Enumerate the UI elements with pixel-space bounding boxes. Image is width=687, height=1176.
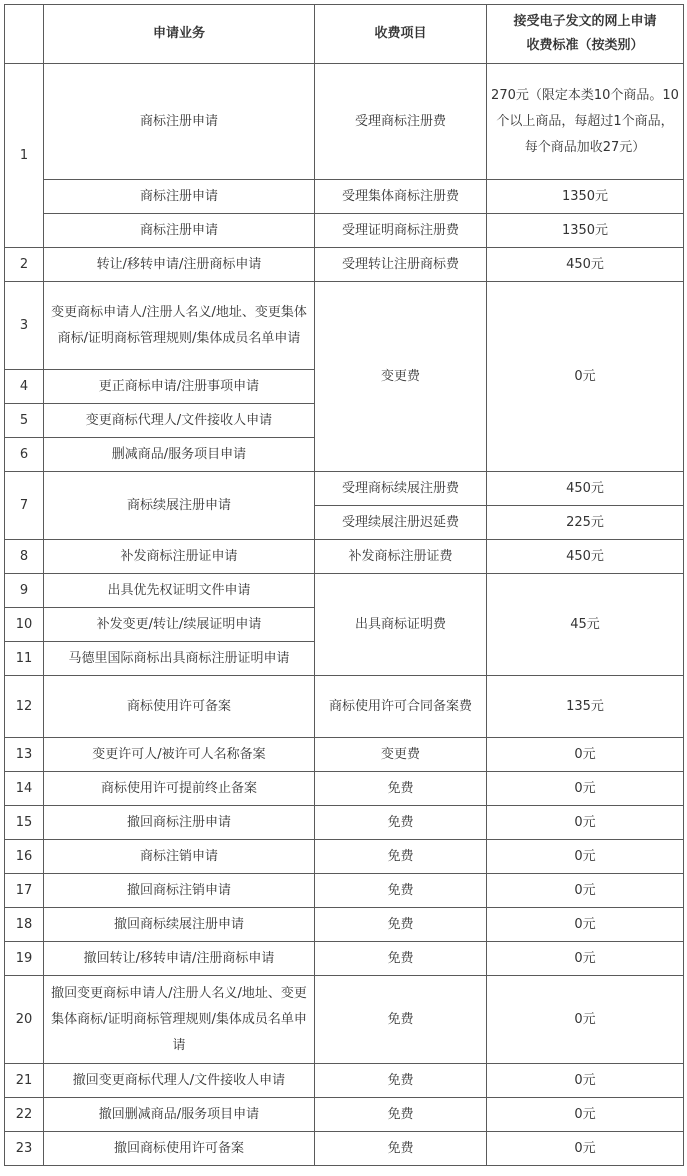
row-number: 8 — [5, 540, 44, 574]
table-row — [5, 214, 684, 248]
row-number: 12 — [5, 676, 44, 738]
row-number: 3 — [5, 282, 44, 370]
row-number: 22 — [5, 1098, 44, 1132]
table-row — [5, 806, 684, 840]
header-item: 收费项目 — [315, 5, 487, 64]
fee-cell: 450元 — [487, 248, 684, 282]
fee-cell: 0元 — [487, 908, 684, 942]
fee-item-cell: 商标使用许可合同备案费 — [315, 676, 487, 738]
fee-cell: 225元 — [487, 506, 684, 540]
business-cell: 撤回商标注销申请 — [44, 874, 315, 908]
business-cell: 转让/移转申请/注册商标申请 — [44, 248, 315, 282]
table-row — [5, 908, 684, 942]
table-row — [5, 840, 684, 874]
business-cell: 撤回商标使用许可备案 — [44, 1132, 315, 1166]
fee-item-cell: 免费 — [315, 1132, 487, 1166]
row-number: 18 — [5, 908, 44, 942]
row-number: 19 — [5, 942, 44, 976]
table-row — [5, 64, 684, 180]
header-fee — [487, 5, 684, 64]
row-number: 13 — [5, 738, 44, 772]
table-row — [5, 180, 684, 214]
fee-cell: 270元（限定本类10个商品。10个以上商品，每超过1个商品，每个商品加收27元） — [487, 64, 684, 180]
row-number: 20 — [5, 976, 44, 1064]
fee-item-cell: 免费 — [315, 1064, 487, 1098]
fee-item-cell: 变更费 — [315, 738, 487, 772]
row-number: 16 — [5, 840, 44, 874]
business-cell: 撤回变更商标申请人/注册人名义/地址、变更集体商标/证明商标管理规则/集体成员名单申请 — [44, 976, 315, 1064]
fee-cell: 1350元 — [487, 214, 684, 248]
table-row — [5, 1098, 684, 1132]
fee-item-cell: 补发商标注册证费 — [315, 540, 487, 574]
table-row — [5, 472, 684, 506]
business-cell: 马德里国际商标出具商标注册证明申请 — [44, 642, 315, 676]
fee-item-cell: 免费 — [315, 942, 487, 976]
fee-item-cell: 免费 — [315, 806, 487, 840]
fee-cell: 0元 — [487, 282, 684, 472]
fee-item-cell: 免费 — [315, 840, 487, 874]
fee-item-cell: 免费 — [315, 908, 487, 942]
fee-item-cell: 免费 — [315, 874, 487, 908]
table-row — [5, 574, 684, 608]
row-number: 21 — [5, 1064, 44, 1098]
header-fee-line2: 收费标准（按类别） — [526, 38, 644, 53]
fee-cell: 450元 — [487, 540, 684, 574]
business-cell: 撤回商标续展注册申请 — [44, 908, 315, 942]
table-row — [5, 976, 684, 1064]
fee-item-cell: 受理集体商标注册费 — [315, 180, 487, 214]
business-cell: 商标使用许可提前终止备案 — [44, 772, 315, 806]
header-no — [5, 5, 44, 64]
business-cell: 商标使用许可备案 — [44, 676, 315, 738]
row-number: 10 — [5, 608, 44, 642]
fee-item-cell: 受理续展注册迟延费 — [315, 506, 487, 540]
fee-item-cell: 受理转让注册商标费 — [315, 248, 487, 282]
business-cell: 商标注册申请 — [44, 214, 315, 248]
fee-cell: 0元 — [487, 772, 684, 806]
business-cell: 撤回变更商标代理人/文件接收人申请 — [44, 1064, 315, 1098]
table-row — [5, 942, 684, 976]
fee-cell: 45元 — [487, 574, 684, 676]
business-cell: 出具优先权证明文件申请 — [44, 574, 315, 608]
row-number: 5 — [5, 404, 44, 438]
business-cell: 商标续展注册申请 — [44, 472, 315, 540]
row-number: 9 — [5, 574, 44, 608]
row-number: 1 — [5, 64, 44, 248]
table-row — [5, 1132, 684, 1166]
row-number: 7 — [5, 472, 44, 540]
header-fee-line1: 接受电子发文的网上申请 — [513, 14, 657, 29]
business-cell: 补发变更/转让/续展证明申请 — [44, 608, 315, 642]
header-row — [5, 5, 684, 64]
business-cell: 变更许可人/被许可人名称备案 — [44, 738, 315, 772]
row-number: 23 — [5, 1132, 44, 1166]
fee-cell: 450元 — [487, 472, 684, 506]
business-cell: 更正商标申请/注册事项申请 — [44, 370, 315, 404]
row-number: 15 — [5, 806, 44, 840]
table-row — [5, 1064, 684, 1098]
table-row — [5, 738, 684, 772]
fee-cell: 0元 — [487, 806, 684, 840]
table-row — [5, 772, 684, 806]
fee-cell: 0元 — [487, 976, 684, 1064]
row-number: 4 — [5, 370, 44, 404]
business-cell: 撤回转让/移转申请/注册商标申请 — [44, 942, 315, 976]
fee-item-cell: 受理证明商标注册费 — [315, 214, 487, 248]
row-number: 11 — [5, 642, 44, 676]
row-number: 2 — [5, 248, 44, 282]
business-cell: 补发商标注册证申请 — [44, 540, 315, 574]
fee-cell: 0元 — [487, 942, 684, 976]
business-cell: 商标注册申请 — [44, 64, 315, 180]
fee-cell: 0元 — [487, 738, 684, 772]
table-row — [5, 874, 684, 908]
business-cell: 删减商品/服务项目申请 — [44, 438, 315, 472]
business-cell: 变更商标代理人/文件接收人申请 — [44, 404, 315, 438]
row-number: 17 — [5, 874, 44, 908]
fee-cell: 0元 — [487, 1064, 684, 1098]
fee-item-cell: 免费 — [315, 976, 487, 1064]
table-row — [5, 282, 684, 370]
fee-item-cell: 出具商标证明费 — [315, 574, 487, 676]
fee-item-cell: 受理商标注册费 — [315, 64, 487, 180]
header-business: 申请业务 — [44, 5, 315, 64]
fee-cell: 0元 — [487, 1098, 684, 1132]
fee-cell: 0元 — [487, 1132, 684, 1166]
business-cell: 撤回商标注册申请 — [44, 806, 315, 840]
fee-table — [4, 4, 684, 1166]
fee-item-cell: 免费 — [315, 772, 487, 806]
business-cell: 撤回删减商品/服务项目申请 — [44, 1098, 315, 1132]
fee-cell: 135元 — [487, 676, 684, 738]
fee-cell: 0元 — [487, 874, 684, 908]
table-row — [5, 676, 684, 738]
row-number: 14 — [5, 772, 44, 806]
business-cell: 商标注销申请 — [44, 840, 315, 874]
table-row — [5, 540, 684, 574]
business-cell: 变更商标申请人/注册人名义/地址、变更集体商标/证明商标管理规则/集体成员名单申请 — [44, 282, 315, 370]
fee-item-cell: 免费 — [315, 1098, 487, 1132]
fee-item-cell: 变更费 — [315, 282, 487, 472]
fee-cell: 0元 — [487, 840, 684, 874]
fee-item-cell: 受理商标续展注册费 — [315, 472, 487, 506]
fee-cell: 1350元 — [487, 180, 684, 214]
business-cell: 商标注册申请 — [44, 180, 315, 214]
table-row — [5, 248, 684, 282]
row-number: 6 — [5, 438, 44, 472]
